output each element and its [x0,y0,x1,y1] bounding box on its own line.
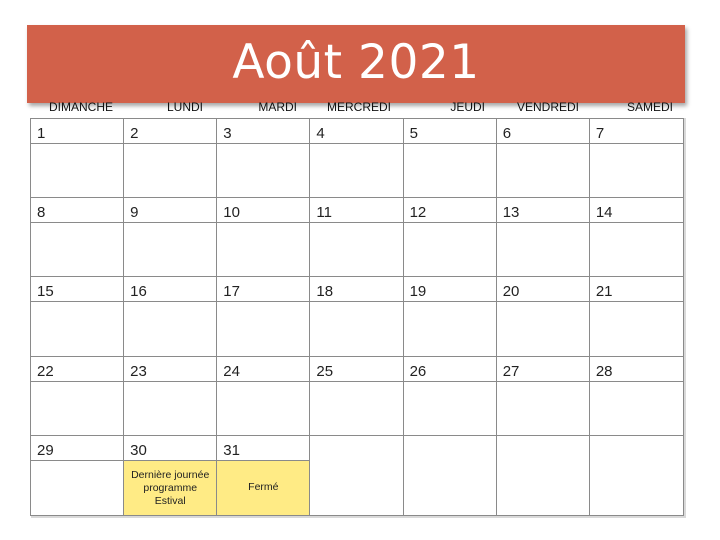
day-notes-area [217,143,309,197]
day-number: 24 [223,362,240,380]
day-cell[interactable] [124,277,217,356]
day-number: 16 [130,283,147,301]
day-notes-area [310,143,402,197]
day-cell[interactable] [497,119,590,198]
day-cell[interactable] [31,119,124,198]
event-highlight [217,460,309,515]
day-notes-area [590,301,683,355]
weekday-label: LUNDI [166,100,203,114]
day-cell[interactable] [124,198,217,277]
empty-cell [497,436,590,515]
calendar-grid [30,118,684,516]
empty-cell [404,436,497,515]
day-notes-area [31,381,123,435]
day-number: 21 [595,283,613,301]
day-cell[interactable] [404,119,497,198]
day-notes-area [497,381,589,435]
day-notes-area [31,460,123,515]
day-notes-area [124,222,216,276]
day-number: 7 [595,125,605,142]
day-number: 29 [37,441,54,459]
day-number: 31 [223,441,240,459]
day-number: 22 [37,362,54,380]
event-note: Dernière journée programme Estival [131,468,210,507]
day-number: 25 [316,362,334,380]
day-notes-area [31,143,123,197]
day-notes-area [31,301,123,355]
day-cell[interactable] [497,198,590,277]
day-number: 19 [409,283,427,301]
day-notes-area [404,460,496,515]
day-notes-area [124,381,216,435]
weekday-label: MERCREDI [326,100,391,114]
day-notes-area [310,222,402,276]
day-notes-area [404,301,496,355]
day-cell[interactable] [590,357,683,436]
day-cell[interactable] [310,198,403,277]
day-cell[interactable] [310,119,403,198]
day-cell[interactable] [124,357,217,436]
day-number: 18 [316,283,334,301]
day-cell[interactable] [590,198,683,277]
day-notes-area [217,381,309,435]
day-number: 4 [316,125,325,142]
calendar-title: Août 2021 [232,35,480,90]
day-notes-area [310,301,402,355]
day-notes-area [217,222,309,276]
event-highlight [124,460,216,515]
day-notes-area [404,222,496,276]
day-number: 23 [130,362,147,380]
weekday-header-row [27,96,685,120]
day-notes-area [590,143,683,197]
weekday-label: VENDREDI [516,100,579,114]
day-number: 15 [37,283,54,301]
day-number: 6 [502,125,512,142]
day-cell[interactable] [310,357,403,436]
day-number: 2 [130,125,139,142]
day-number: 8 [37,204,46,222]
day-cell[interactable] [217,436,310,515]
day-notes-area [217,301,309,355]
day-notes-area [310,460,402,515]
day-cell[interactable] [404,198,497,277]
day-number: 9 [130,204,139,222]
day-cell[interactable] [124,436,217,515]
day-cell[interactable] [497,357,590,436]
day-cell[interactable] [310,277,403,356]
day-cell[interactable] [404,357,497,436]
day-number: 17 [223,283,240,301]
day-number: 5 [409,125,418,142]
day-cell[interactable] [217,277,310,356]
day-notes-area [124,301,216,355]
day-cell[interactable] [31,277,124,356]
day-number: 28 [595,362,613,380]
day-notes-area [497,301,589,355]
day-number: 12 [409,204,427,222]
weekday-label: DIMANCHE [49,100,114,114]
day-cell[interactable] [31,357,124,436]
day-number: 30 [130,441,147,459]
empty-cell [590,436,683,515]
day-notes-area [497,460,589,515]
day-notes-area [590,222,683,276]
day-notes-area [404,143,496,197]
day-notes-area [497,143,589,197]
day-notes-area [404,381,496,435]
day-number: 20 [502,283,520,301]
day-cell[interactable] [217,198,310,277]
day-notes-area [124,143,216,197]
day-number: 26 [409,362,427,380]
day-cell[interactable] [124,119,217,198]
day-cell[interactable] [31,436,124,515]
day-notes-area [590,460,683,515]
day-cell[interactable] [31,198,124,277]
empty-cell [310,436,403,515]
day-notes-area [497,222,589,276]
day-notes-area [310,381,402,435]
day-number: 13 [502,204,520,222]
weekday-label: JEUDI [450,100,485,114]
day-cell[interactable] [497,277,590,356]
day-number: 11 [316,204,332,222]
day-cell[interactable] [590,119,683,198]
day-cell[interactable] [404,277,497,356]
day-number: 10 [223,204,240,222]
day-cell[interactable] [590,277,683,356]
event-note: Fermé [248,480,279,493]
weekday-label: SAMEDI [626,100,673,114]
day-number: 27 [502,362,520,380]
calendar-header [27,25,685,103]
day-number: 3 [223,125,232,142]
weekday-label: MARDI [258,100,297,114]
day-notes-area [31,222,123,276]
day-number: 1 [37,125,46,142]
day-number: 14 [595,204,613,222]
day-notes-area [590,381,683,435]
day-cell[interactable] [217,357,310,436]
day-cell[interactable] [217,119,310,198]
